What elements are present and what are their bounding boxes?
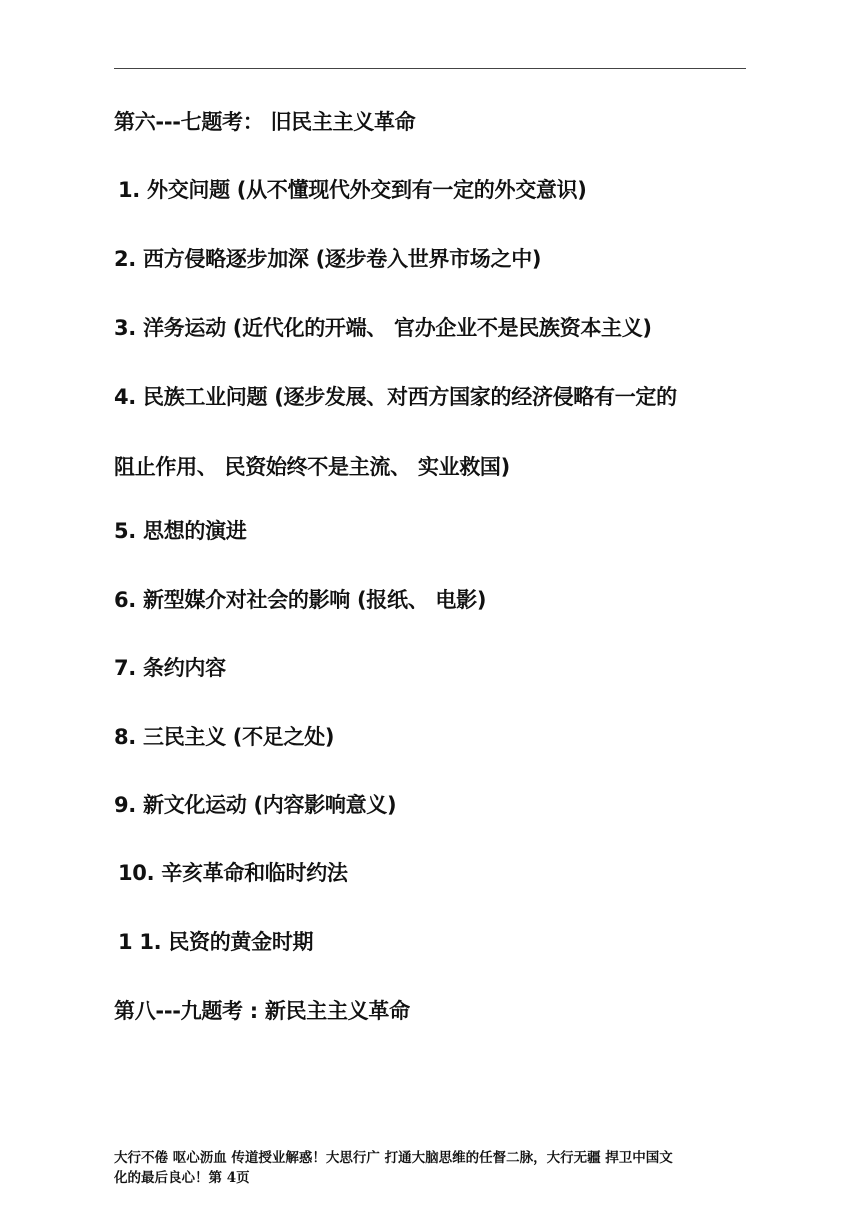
- header-rule: [114, 68, 746, 69]
- list-item-6: 6. 新型媒介对社会的影响 (报纸、 电影): [114, 588, 487, 612]
- list-item-1: 1. 外交问题 (从不懂现代外交到有一定的外交意识): [118, 178, 587, 202]
- list-item-3: 3. 洋务运动 (近代化的开端、 官办企业不是民族资本主义): [114, 316, 652, 340]
- list-item-7: 7. 条约内容: [114, 656, 226, 680]
- footer-line-2: 化的最后良心！第 4页: [114, 1170, 250, 1186]
- list-item-9: 9. 新文化运动 (内容影响意义): [114, 793, 397, 817]
- list-item-4: 4. 民族工业问题 (逐步发展、对西方国家的经济侵略有一定的: [114, 385, 677, 409]
- list-item-5: 5. 思想的演进: [114, 519, 247, 543]
- list-item-4-continued: 阻止作用、 民资始终不是主流、 实业救国): [114, 455, 510, 479]
- list-item-10: 10. 辛亥革命和临时约法: [118, 861, 348, 885]
- list-item-2: 2. 西方侵略逐步加深 (逐步卷入世界市场之中): [114, 247, 542, 271]
- page-footer: [114, 1148, 754, 1188]
- section-heading-old-democratic-revolution: 第六---七题考： 旧民主主义革命: [114, 110, 416, 134]
- list-item-11: 1 1. 民资的黄金时期: [118, 930, 314, 954]
- footer-line-1: 大行不倦 呕心沥血 传道授业解惑！大思行广 打通大脑思维的任督二脉，大行无疆 捍卫中国文: [114, 1150, 673, 1166]
- list-item-8: 8. 三民主义 (不足之处): [114, 725, 335, 749]
- section-heading-new-democratic-revolution: 第八---九题考 : 新民主主义革命: [114, 999, 410, 1023]
